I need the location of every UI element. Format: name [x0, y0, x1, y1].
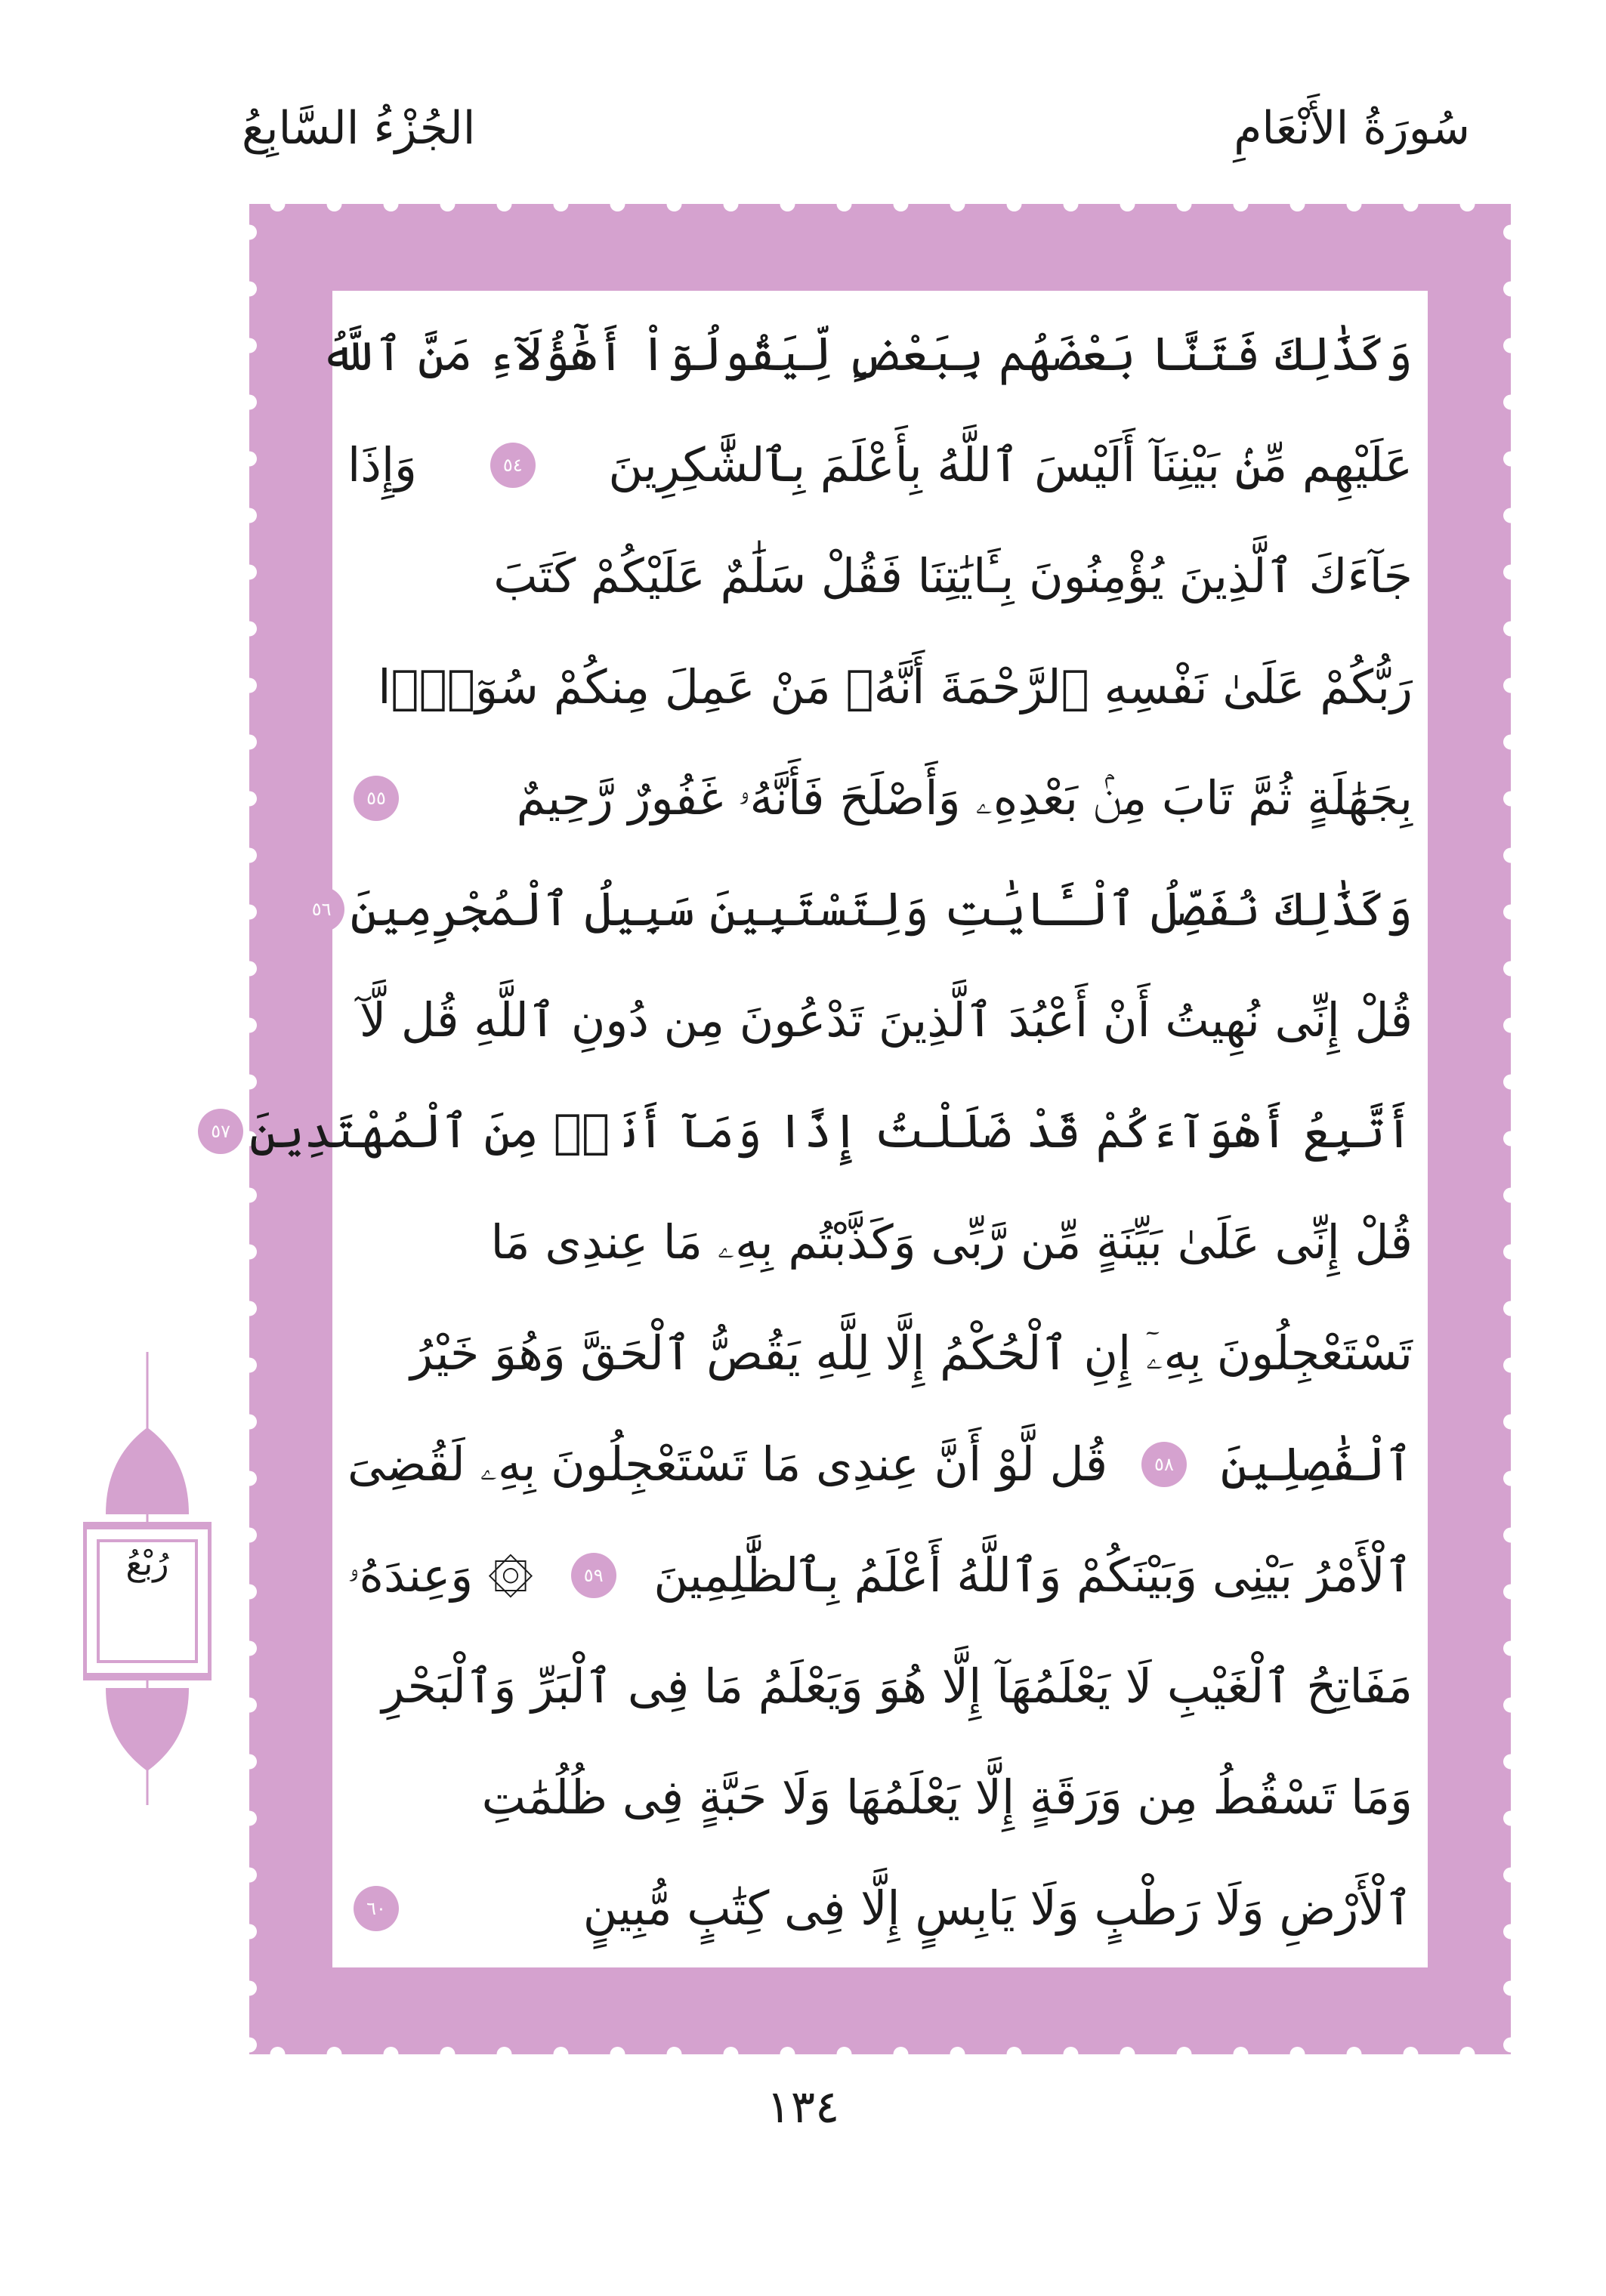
frame-scallop — [249, 1358, 257, 1373]
rub-label: رُبْعُ — [125, 1545, 169, 1583]
frame-scallop — [1503, 1641, 1511, 1656]
frame-scallop — [1503, 1018, 1511, 1033]
frame-scallop — [249, 1188, 257, 1203]
verse-text: بِجَهَٰلَةٍ ثُمَّ تَابَ مِنۢ بَعْدِهِۦ وَأَصْلَحَ فَأَنَّهُۥ غَفُورٌ رَّحِيمٌ — [516, 770, 1413, 826]
frame-scallop — [1404, 2047, 1419, 2054]
frame-scallop — [249, 1981, 257, 1996]
frame-scallop — [1503, 735, 1511, 750]
frame-scallop — [249, 905, 257, 920]
frame-scallop — [249, 1641, 257, 1656]
frame-scallop — [1503, 1245, 1511, 1260]
frame-scallop — [249, 678, 257, 693]
verse-text: أَتَّبِعُ أَهْوَآءَكُمْ قَدْ ضَلَلْتُ إِذًا وَمَآ أَنَا۠ مِنَ ٱلْمُهْتَدِينَ — [249, 1103, 1413, 1159]
frame-scallop — [1503, 1924, 1511, 1940]
frame-scallop — [1503, 1301, 1511, 1316]
frame-scallop — [1064, 2047, 1079, 2054]
verse-body — [211, 298, 1420, 1960]
frame-scallop — [249, 1301, 257, 1316]
frame-scallop — [554, 204, 569, 211]
frame-scallop — [1503, 1188, 1511, 1203]
frame-scallop — [249, 565, 257, 580]
frame-scallop — [1503, 1471, 1511, 1486]
frame-scallop — [950, 2047, 965, 2054]
verse-line — [311, 853, 1420, 964]
frame-scallop — [1503, 678, 1511, 693]
frame-scallop — [384, 2047, 399, 2054]
frame-scallop — [1503, 905, 1511, 920]
frame-scallop — [327, 204, 342, 211]
frame-scallop — [270, 2047, 286, 2054]
frame-scallop — [440, 2047, 456, 2054]
frame-scallop — [249, 735, 257, 750]
ayah-number-marker: ٥٥ — [354, 776, 399, 821]
frame-scallop — [1503, 1754, 1511, 1770]
verse-line — [340, 1520, 1420, 1631]
verse-text: ٱلْأَرْضِ وَلَا رَطْبٍ وَلَا يَابِسٍ إِلَّا فِى كِتَٰبٍ مُّبِينٍ — [582, 1881, 1413, 1936]
frame-scallop — [249, 848, 257, 863]
verse-text: قُل لَّوْ أَنَّ عِندِى مَا تَسْتَعْجِلُونَ بِهِۦ لَقُضِىَ — [347, 1436, 1108, 1492]
frame-scallop — [1064, 204, 1079, 211]
frame-scallop — [1290, 204, 1305, 211]
frame-scallop — [950, 204, 965, 211]
frame-scallop — [249, 622, 257, 637]
frame-scallop — [384, 204, 399, 211]
frame-scallop — [1503, 1075, 1511, 1090]
frame-scallop — [667, 2047, 682, 2054]
frame-scallop — [837, 204, 852, 211]
verse-line — [340, 520, 1420, 631]
frame-scallop — [249, 1924, 257, 1940]
verse-line — [320, 298, 1420, 409]
frame-scallop — [1347, 204, 1362, 211]
surah-title: سُورَةُ الأَنْعَامِ — [1234, 102, 1470, 155]
frame-scallop — [1007, 204, 1022, 211]
verse-text: وَمَا تَسْقُطُ مِن وَرَقَةٍ إِلَّا يَعْلَمُهَا وَلَا حَبَّةٍ فِى ظُلُمَٰتِ — [481, 1770, 1413, 1825]
frame-scallop — [1503, 1585, 1511, 1600]
frame-scallop — [1503, 282, 1511, 297]
frame-scallop — [1503, 792, 1511, 807]
frame-scallop — [249, 1018, 257, 1033]
verse-text: ٱلْأَمْرُ بَيْنِى وَبَيْنَكُمْ وَٱللَّهُ أَعْلَمُ بِٱلظَّٰلِمِينَ — [653, 1548, 1413, 1603]
ayah-number-marker: ٥٩ — [571, 1553, 616, 1598]
frame-scallop — [894, 2047, 909, 2054]
frame-scallop — [1177, 204, 1192, 211]
verse-text: جَآءَكَ ٱلَّذِينَ يُؤْمِنُونَ بِـَٔايَٰتِنَا فَقُلْ سَلَٰمٌ عَلَيْكُمْ كَتَبَ — [493, 548, 1413, 603]
frame-scallop — [780, 204, 795, 211]
ayah-number-marker: ٦٠ — [354, 1886, 399, 1931]
ayah-number-marker: ٥٨ — [1141, 1442, 1187, 1487]
frame-scallop — [270, 204, 286, 211]
frame-scallop — [1503, 1415, 1511, 1430]
verse-line — [211, 1075, 1420, 1187]
verse-text: وَكَذَٰلِكَ فَتَنَّا بَعْضَهُم بِبَعْضٍ لِّيَقُولُوٓاْ أَهَٰٓؤُلَآءِ مَنَّ ٱللَّهُ — [320, 326, 1413, 381]
verse-line — [340, 1742, 1420, 1853]
frame-scallop — [249, 961, 257, 977]
frame-scallop — [249, 282, 257, 297]
frame-scallop — [497, 204, 512, 211]
verse-text: وَكَذَٰلِكَ نُفَصِّلُ ٱلْـَٔايَٰتِ وَلِتَسْتَبِينَ سَبِيلُ ٱلْمُجْرِمِينَ — [350, 881, 1413, 937]
frame-scallop — [1503, 961, 1511, 977]
verse-line — [340, 1298, 1420, 1409]
frame-scallop — [1503, 1811, 1511, 1826]
frame-scallop — [249, 225, 257, 240]
verse-line — [340, 742, 1420, 853]
frame-scallop — [554, 2047, 569, 2054]
frame-scallop — [249, 1698, 257, 1713]
frame-scallop — [497, 2047, 512, 2054]
frame-scallop — [1503, 1698, 1511, 1713]
frame-scallop — [249, 1811, 257, 1826]
verse-line — [340, 1631, 1420, 1742]
verse-text: وَإِذَا — [347, 437, 418, 492]
verse-line — [340, 1853, 1420, 1964]
frame-scallop — [1503, 622, 1511, 637]
frame-scallop — [894, 204, 909, 211]
verse-text: ۞ وَعِندَهُۥ — [347, 1547, 534, 1603]
frame-scallop — [249, 1471, 257, 1486]
frame-scallop — [1503, 1981, 1511, 1996]
frame-scallop — [1007, 2047, 1022, 2054]
page-number: ١٣٤ — [766, 2081, 840, 2134]
frame-scallop — [249, 338, 257, 353]
frame-scallop — [610, 204, 625, 211]
frame-scallop — [249, 452, 257, 467]
frame-scallop — [1177, 2047, 1192, 2054]
frame-scallop — [1460, 2047, 1475, 2054]
frame-scallop — [249, 792, 257, 807]
frame-scallop — [724, 204, 739, 211]
frame-scallop — [667, 204, 682, 211]
verse-line — [340, 964, 1420, 1075]
frame-scallop — [1503, 1868, 1511, 1883]
verse-line — [340, 631, 1420, 742]
ayah-number-marker: ٥٦ — [299, 887, 344, 932]
verse-text: عَلَيْهِم مِّنۢ بَيْنِنَآ أَلَيْسَ ٱللَّهُ بِأَعْلَمَ بِٱلشَّٰكِرِينَ — [608, 437, 1413, 492]
frame-scallop — [1503, 1528, 1511, 1543]
frame-scallop — [249, 1075, 257, 1090]
frame-scallop — [1503, 508, 1511, 523]
frame-scallop — [1234, 204, 1249, 211]
frame-scallop — [249, 395, 257, 410]
frame-scallop — [249, 508, 257, 523]
verse-line — [340, 1187, 1420, 1298]
frame-scallop — [327, 2047, 342, 2054]
frame-scallop — [249, 1754, 257, 1770]
frame-scallop — [780, 2047, 795, 2054]
ayah-number-marker: ٥٤ — [490, 443, 536, 488]
verse-line — [340, 409, 1420, 520]
frame-scallop — [1503, 225, 1511, 240]
verse-text: قُلْ إِنِّى عَلَىٰ بَيِّنَةٍ مِّن رَّبِّى وَكَذَّبْتُم بِهِۦ مَا عِندِى مَا — [490, 1214, 1413, 1270]
frame-scallop — [1503, 452, 1511, 467]
verse-text: تَسْتَعْجِلُونَ بِهِۦٓ إِنِ ٱلْحُكْمُ إِلَّا لِلَّهِ يَقُصُّ ٱلْحَقَّ وَهُوَ خَيْرُ — [410, 1325, 1413, 1381]
frame-scallop — [1503, 2038, 1511, 2053]
frame-scallop — [1120, 2047, 1135, 2054]
frame-scallop — [837, 2047, 852, 2054]
frame-scallop — [249, 1868, 257, 1883]
frame-scallop — [1503, 338, 1511, 353]
frame-scallop — [1290, 2047, 1305, 2054]
frame-scallop — [1120, 204, 1135, 211]
juz-title: الجُزْءُ السَّابِعُ — [242, 102, 476, 155]
verse-text: مَفَاتِحُ ٱلْغَيْبِ لَا يَعْلَمُهَآ إِلَّا هُوَ وَيَعْلَمُ مَا فِى ٱلْبَرِّ وَٱلْبَحْرِ — [381, 1659, 1413, 1714]
frame-scallop — [1503, 848, 1511, 863]
verse-text: ٱلْفَٰصِلِينَ — [1220, 1437, 1413, 1492]
frame-scallop — [724, 2047, 739, 2054]
frame-scallop — [1347, 2047, 1362, 2054]
frame-scallop — [249, 1585, 257, 1600]
frame-scallop — [1503, 1358, 1511, 1373]
verse-line — [340, 1409, 1420, 1520]
frame-scallop — [249, 1415, 257, 1430]
frame-scallop — [1460, 204, 1475, 211]
frame-scallop — [249, 1528, 257, 1543]
frame-scallop — [249, 1245, 257, 1260]
frame-scallop — [1503, 565, 1511, 580]
frame-scallop — [1503, 395, 1511, 410]
frame-scallop — [249, 2038, 257, 2053]
frame-scallop — [1503, 1131, 1511, 1146]
frame-scallop — [1404, 204, 1419, 211]
frame-scallop — [610, 2047, 625, 2054]
verse-text: قُلْ إِنِّى نُهِيتُ أَنْ أَعْبُدَ ٱلَّذِينَ تَدْعُونَ مِن دُونِ ٱللَّهِ قُل لَّآ — [359, 992, 1413, 1048]
ayah-number-marker: ٥٧ — [198, 1109, 243, 1154]
frame-scallop — [440, 204, 456, 211]
verse-text: رَبُّكُمْ عَلَىٰ نَفْسِهِ ٱلرَّحْمَةَ أَنَّهُۥ مَنْ عَمِلَ مِنكُمْ سُوٓءًۢا — [378, 659, 1413, 714]
frame-scallop — [1234, 2047, 1249, 2054]
